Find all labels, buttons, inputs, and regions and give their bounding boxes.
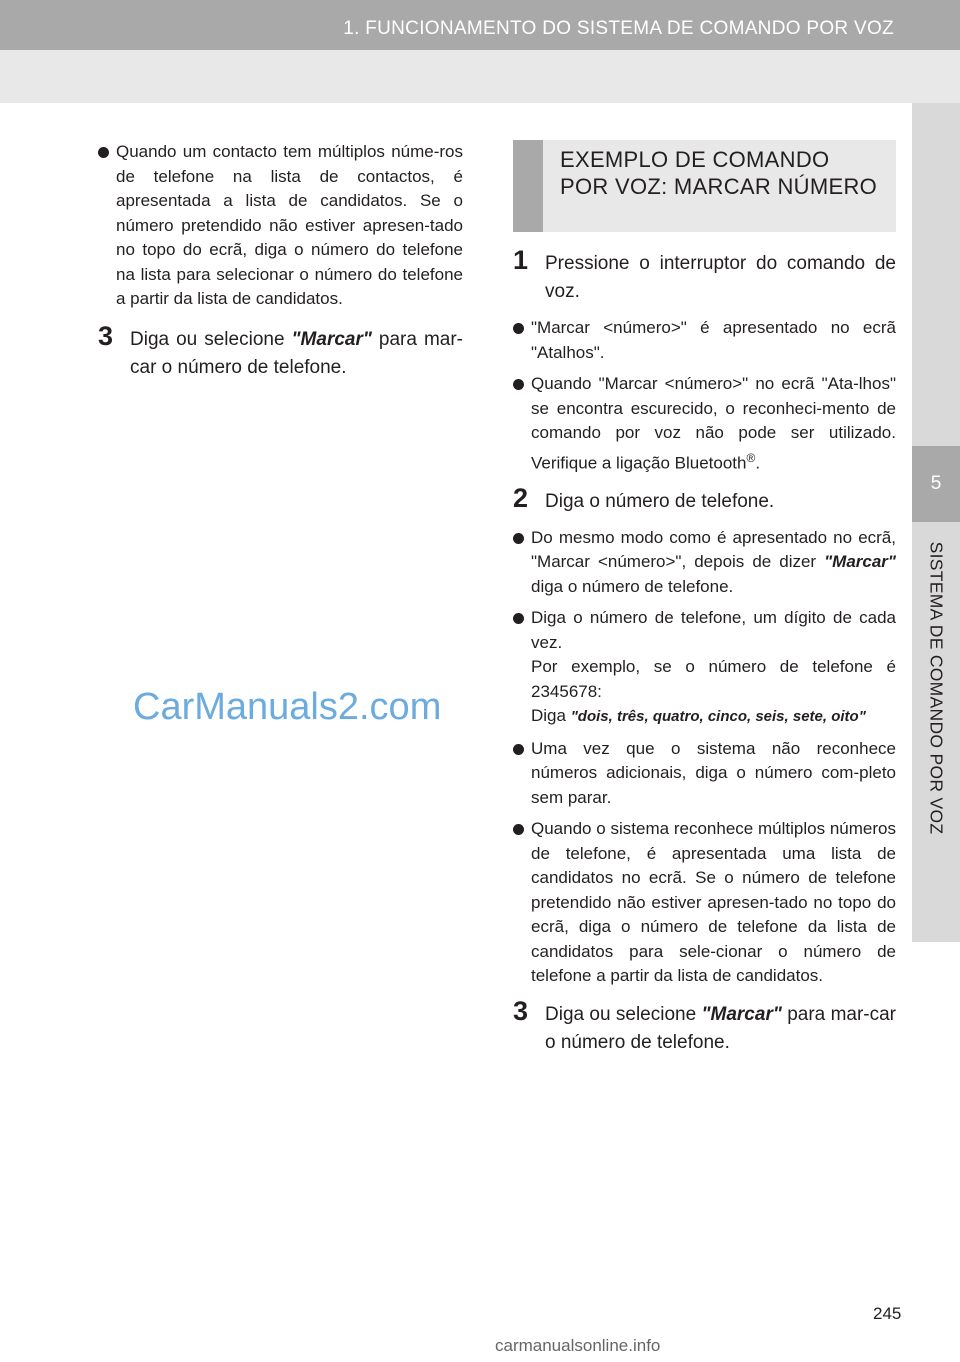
bullet-text-main: Quando "Marcar <número>" no ecrã "Ata-lhos" se encontra escurecido, o reconheci-mento de comando por voz não pode ser utilizado. Verifique a ligação Bluetooth (531, 374, 896, 473)
step-number: 3 (513, 995, 529, 1026)
chapter-number: 5 (912, 446, 960, 522)
bullet-same-mode (513, 526, 896, 600)
page-header (0, 0, 960, 103)
bullet-period: . (755, 453, 761, 473)
step-number: 1 (513, 245, 529, 275)
section-heading-bar (513, 140, 543, 232)
bullet-dot-icon (513, 824, 524, 835)
step-number: 3 (98, 320, 114, 351)
bullet-emph: "Marcar" (824, 552, 896, 572)
bullet-text: Quando o sistema reconhece múltiplos números de telefone, é apresentada uma lista de candidatos no ecrã. Se o número de telefone pretendido não estiver apresen-tado no topo do ecrã, diga o número de telefone da lista de candidatos para sele-cionar o número de telefone a partir da lista de candidatos. (531, 819, 896, 986)
bullet-multiple (513, 817, 896, 989)
bullet-text-line3 (531, 704, 896, 730)
bullet-text-before: Diga (531, 706, 571, 726)
bullet-text (531, 526, 896, 600)
bullet-dot-icon (513, 613, 524, 624)
step-1 (513, 245, 896, 306)
bullet-text: "Marcar <número>" é apresentado no ecrã "Atalhos". (531, 318, 896, 362)
bullet-text: Uma vez que o sistema não reconhece números adicionais, diga o número com-pleto sem parar. (531, 738, 896, 807)
header-band (0, 0, 960, 50)
chapter-label: SISTEMA DE COMANDO POR VOZ (926, 541, 947, 835)
bullet-dot-icon (513, 744, 524, 755)
step-3-left (98, 320, 463, 382)
bullet-dot-icon (513, 379, 524, 390)
section-heading-box (513, 140, 896, 232)
step-text: Diga o número de telefone. (545, 490, 775, 512)
bullet-text (531, 372, 896, 476)
bullet-emph: "dois, três, quatro, cinco, seis, sete, oito" (570, 708, 866, 726)
bullet-multiple-numbers (98, 140, 463, 312)
right-column (513, 140, 896, 1067)
bullet-text-after: diga o número de telefone. (531, 576, 734, 596)
left-column (98, 140, 463, 392)
bullet-text-before: Do mesmo modo como é apresentado no ecrã, "Marcar <número>", depois de dizer (531, 527, 896, 572)
bullet-dimmed (513, 372, 896, 476)
page-number: 245 (873, 1304, 902, 1323)
section-title: EXEMPLO DE COMANDO POR VOZ: MARCAR NÚMERO (560, 147, 878, 199)
step-text (545, 1001, 896, 1057)
step-emph: "Marcar" (291, 328, 372, 350)
bullet-shortcuts (513, 316, 896, 365)
bullet-text-line2: Por exemplo, se o número de telefone é 2345678: (531, 657, 896, 701)
step-text-before: Diga ou selecione (545, 1003, 702, 1025)
bullet-text-line1: Diga o número de telefone, um dígito de cada vez. (531, 608, 896, 652)
bullet-digits (513, 606, 896, 730)
bullet-text: Quando um contacto tem múltiplos núme-ros de telefone na lista de contactos, é apresentada a lista de candidatos. Se o número pretendido não estiver apresen-tado no topo do ecrã, diga o número do telefone na lista para selecionar o número do telefone a partir da lista de candidatos. (116, 142, 463, 308)
step-emph: "Marcar" (701, 1003, 782, 1025)
registered-mark: ® (746, 450, 756, 465)
step-2 (513, 482, 896, 516)
header-title: 1. FUNCIONAMENTO DO SISTEMA DE COMANDO POR VOZ (343, 18, 894, 39)
step-text-before: Diga ou selecione (130, 328, 292, 350)
step-text-after: para mar-car o número de telefone. (545, 1003, 897, 1053)
step-text-after: para mar-car o número de telefone. (130, 328, 463, 378)
bullet-dot-icon (513, 323, 524, 334)
step-number: 2 (513, 482, 529, 513)
bullet-no-recognize (513, 737, 896, 811)
footer-watermark: carmanualsonline.info (495, 1336, 661, 1355)
step-text: Pressione o interruptor do comando de voz. (545, 253, 896, 302)
watermark: CarManuals2.com (133, 686, 442, 728)
step-3-right (513, 995, 897, 1057)
bullet-dot-icon (98, 147, 109, 158)
side-tab-top (912, 103, 960, 446)
step-text (130, 326, 463, 382)
bullet-dot-icon (513, 533, 524, 544)
